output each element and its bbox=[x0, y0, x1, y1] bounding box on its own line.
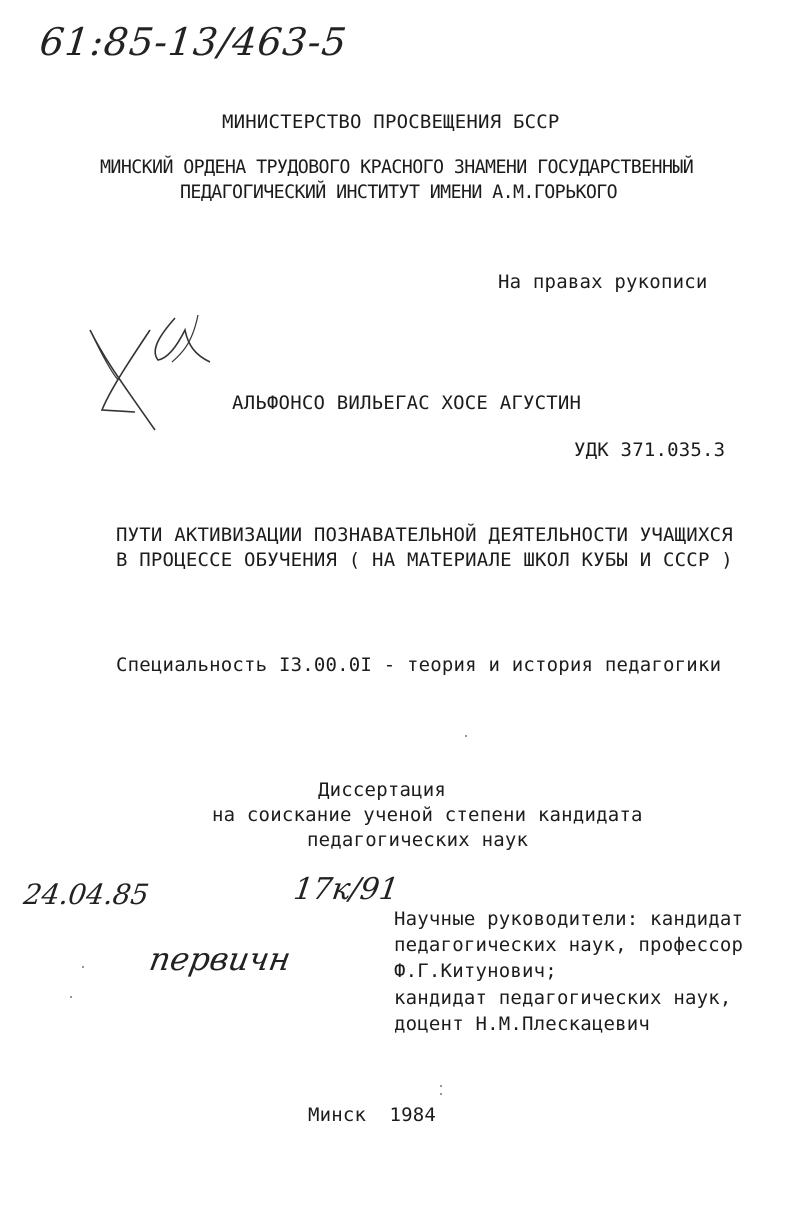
supervisors-line-5: доцент Н.М.Плескацевич bbox=[394, 1013, 651, 1035]
scan-speck bbox=[465, 735, 467, 737]
supervisors-line-4: кандидат педагогических наук, bbox=[394, 987, 732, 1009]
ministry-heading: МИНИСТЕРСТВО ПРОСВЕЩЕНИЯ БССР bbox=[222, 111, 560, 133]
thesis-title-line-2: В ПРОЦЕССЕ ОБУЧЕНИЯ ( НА МАТЕРИАЛЕ ШКОЛ КУБЫ И СССР ) bbox=[116, 549, 733, 571]
specialty: Специальность I3.00.0I - теория и история педагогики bbox=[116, 654, 722, 676]
scan-speck bbox=[70, 996, 72, 998]
scan-speck bbox=[440, 1093, 442, 1095]
supervisors-line-1: Научные руководители: кандидат bbox=[394, 908, 744, 930]
institute-line-2: ПЕДАГОГИЧЕСКИЙ ИНСТИТУТ ИМЕНИ А.М.ГОРЬКОГО bbox=[180, 182, 618, 203]
scan-speck bbox=[440, 1085, 442, 1087]
thesis-title-line-1: ПУТИ АКТИВИЗАЦИИ ПОЗНАВАТЕЛЬНОЙ ДЕЯТЕЛЬНОСТИ УЧАЩИХСЯ bbox=[116, 524, 733, 546]
dissertation-label: Диссертация bbox=[318, 779, 447, 801]
manuscript-rights: На правах рукописи bbox=[498, 271, 708, 293]
degree-line: на соискание ученой степени кандидата bbox=[212, 804, 643, 826]
handwritten-note: первичн bbox=[146, 940, 294, 978]
handwritten-number: 17к/91 bbox=[291, 872, 401, 907]
city-year: Минск 1984 bbox=[308, 1104, 437, 1126]
udc-code: УДК 371.035.3 bbox=[574, 439, 726, 461]
archive-mark: 61:85-13/463-5 bbox=[37, 20, 350, 64]
supervisors-line-2: педагогических наук, профессор bbox=[394, 934, 744, 956]
signature-scribble bbox=[80, 300, 220, 440]
institute-line-1: МИНСКИЙ ОРДЕНА ТРУДОВОГО КРАСНОГО ЗНАМЕНИ ГОСУДАРСТВЕННЫЙ bbox=[100, 157, 694, 178]
scan-speck bbox=[82, 966, 84, 968]
degree-field: педагогических наук bbox=[307, 829, 529, 851]
handwritten-date: 24.04.85 bbox=[21, 878, 152, 911]
author-name: АЛЬФОНСО ВИЛЬЕГАС ХОСЕ АГУСТИН bbox=[232, 392, 582, 414]
supervisors-line-3: Ф.Г.Китунович; bbox=[394, 960, 557, 982]
